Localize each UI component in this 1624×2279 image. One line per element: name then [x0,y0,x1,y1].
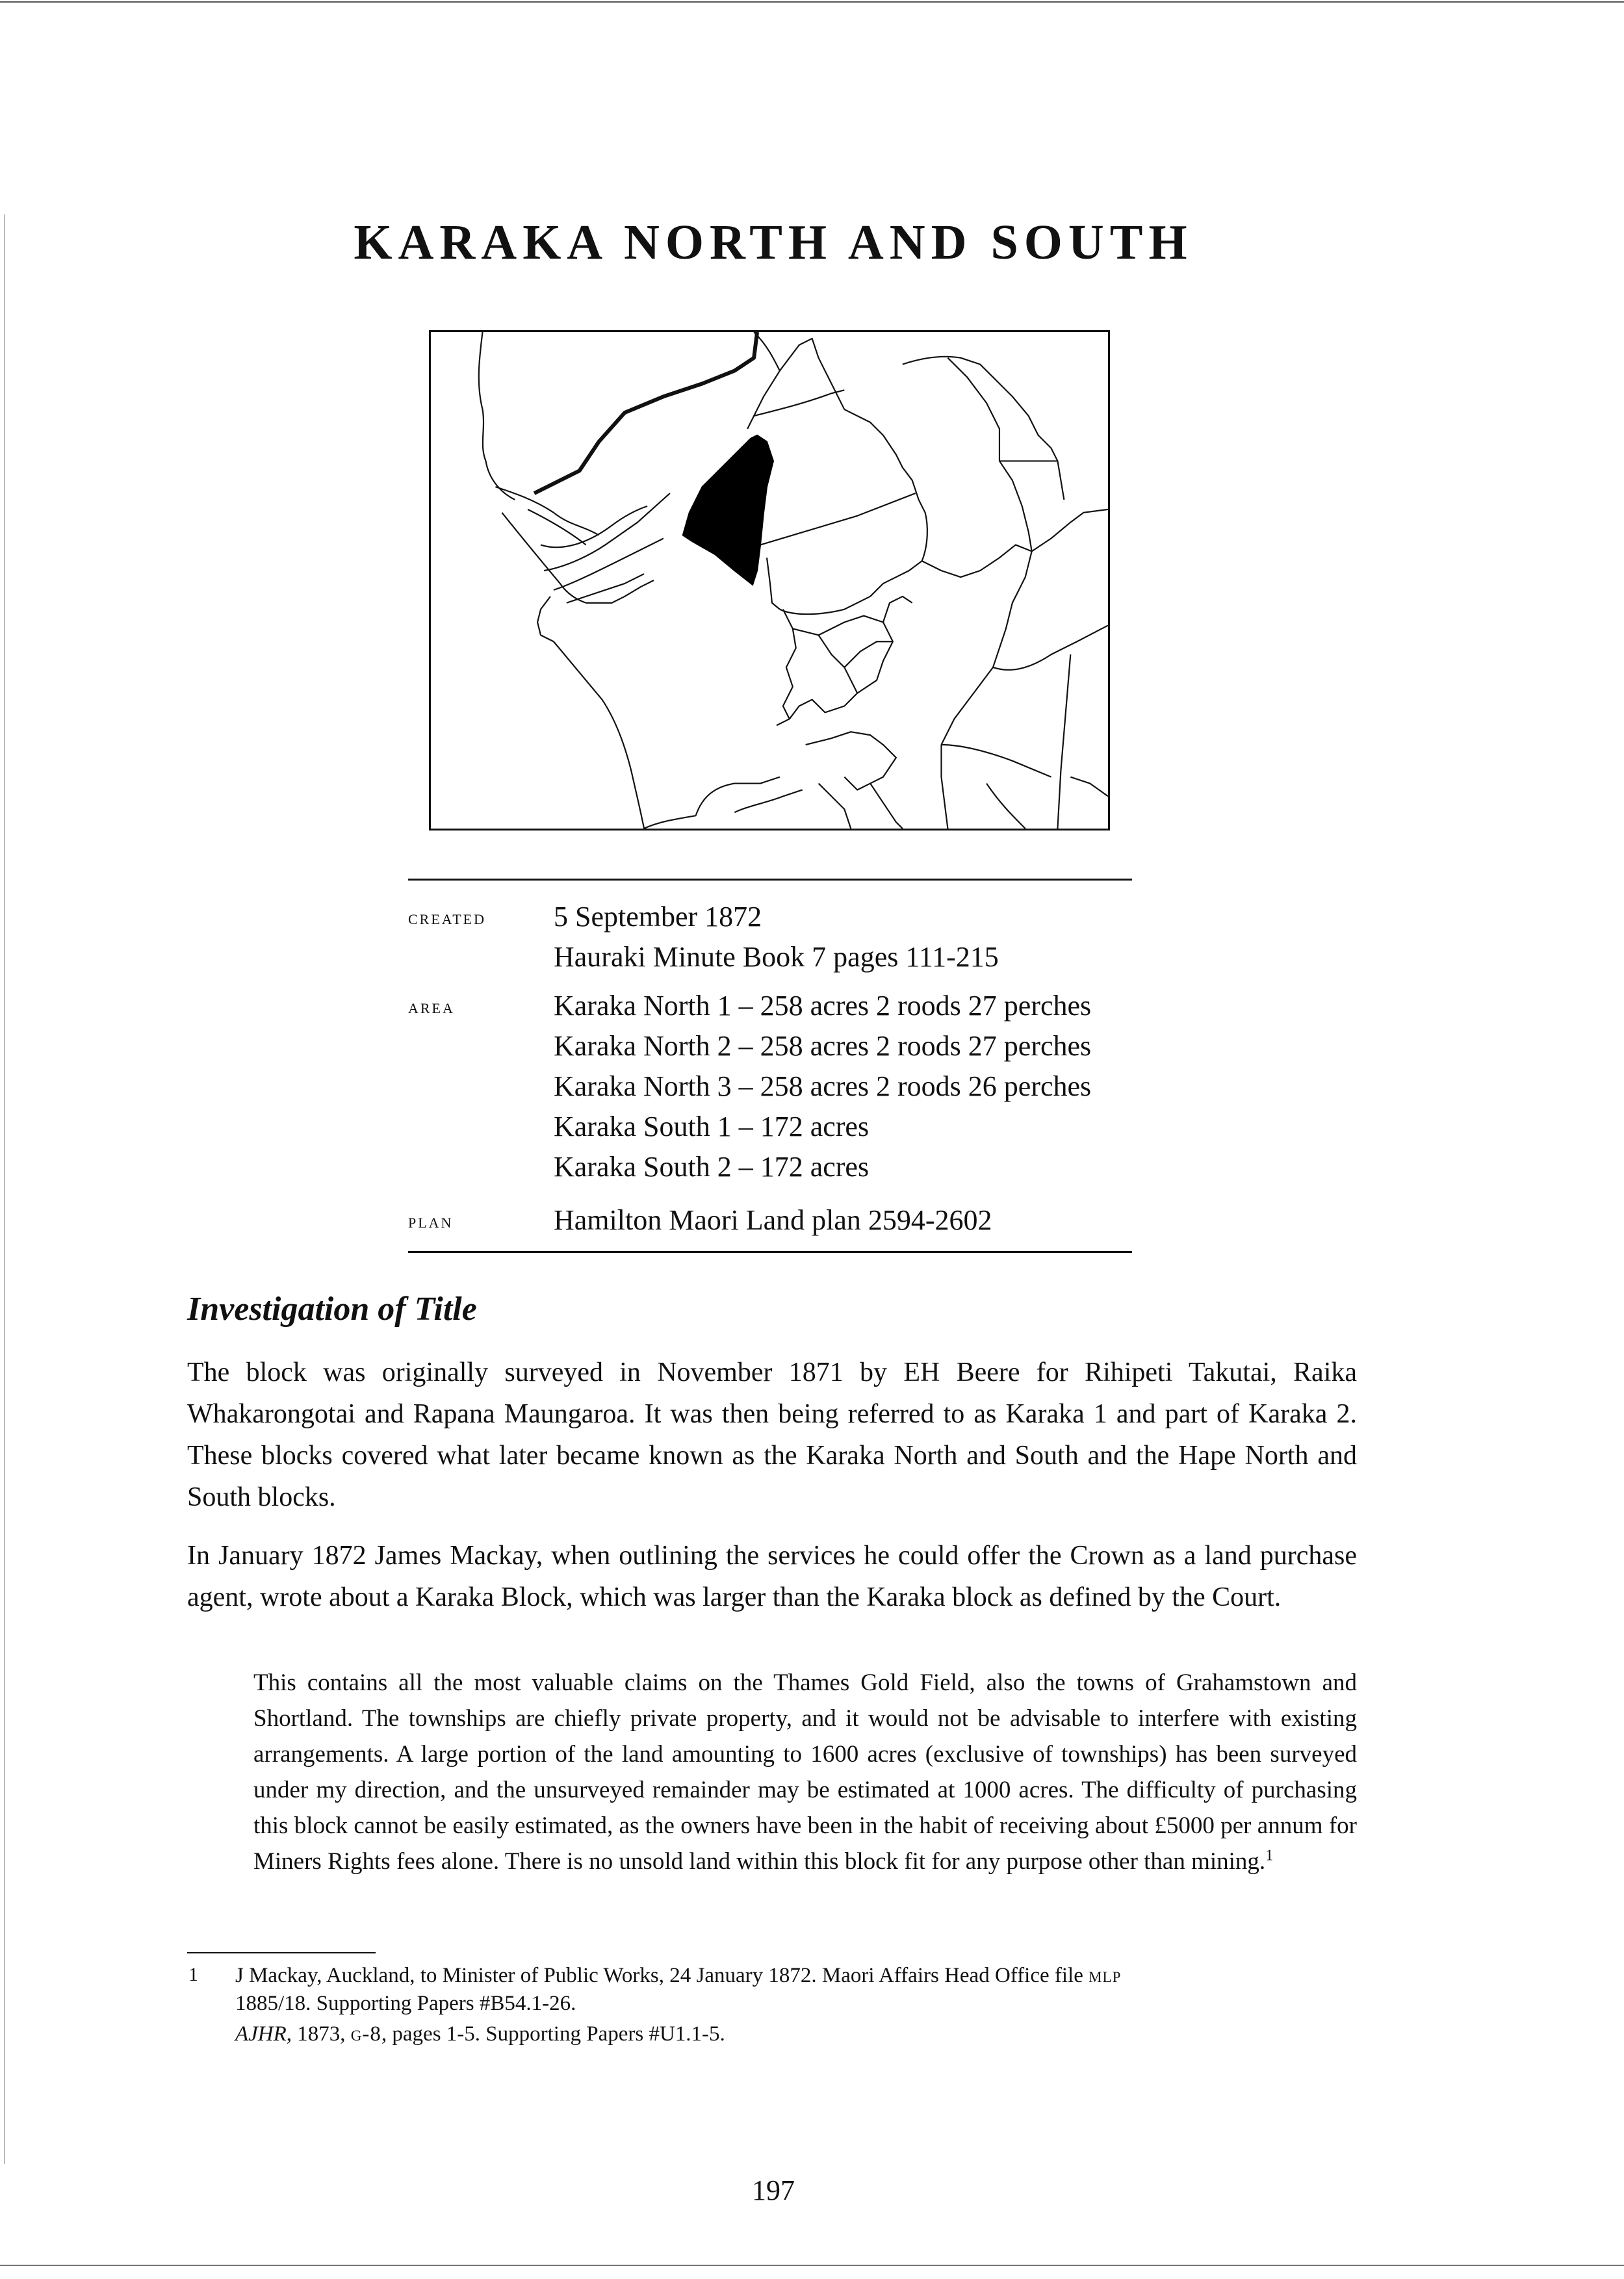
map-boundary [644,816,696,829]
map-boundary [993,551,1032,667]
footnote-number: 1 [188,1964,198,1985]
map-boundary [780,597,870,614]
page-number: 197 [752,2174,795,2206]
map-boundary [941,745,1051,777]
quote-text: This contains all the most valuable claims on the Thames Gold Field, also the towns of Grahamstown and Shortland. The townships are chiefly private property, and it would not be advisable to interfere with existing arrangements. A large portion of the land amounting to 1600 acres (exclusive of townships) has been surveyed under my direction, and the unsurveyed remainder may be estimated at 1000 acres. The difficulty of purchasing this block cannot be easily estimated, as the owners have been in the habit of receiving about £5000 per annum for Miners Rights fees alone. There is no unsold land within this block fit for any purpose other than mining. [253,1669,1357,1875]
footnote-line: J Mackay, Auckland, to Minister of Public Works, 24 January 1872. Maori Affairs Head Office file mlp [235,1964,1122,1987]
footnote-line: 1885/18. Supporting Papers #B54.1-26. [235,1992,576,2015]
map-boundary [941,745,947,829]
metadata-bottom-rule [408,1251,1132,1253]
map-boundary [819,616,893,693]
area-line: Karaka North 1 – 258 acres 2 roods 27 perches [554,990,1092,1022]
created-source: Hauraki Minute Book 7 pages 111-215 [554,941,999,973]
map-boundary [903,357,1058,461]
map-svg [431,332,1108,829]
map-boundary [919,500,927,561]
bottom-edge-rule [0,2265,1624,2266]
map-boundary [754,390,844,416]
map-boundary [537,597,554,641]
map-boundary [999,461,1032,551]
map-boundary [777,610,796,726]
map-boundary [883,597,912,623]
map-boundary [696,777,780,816]
page-title: KARAKA NORTH AND SOUTH [354,215,1193,270]
footnote-ref[interactable]: 1 [1265,1847,1274,1864]
area-label: area [408,994,455,1018]
map-boundary [1057,461,1064,500]
footnote-line: AJHR, 1873, g-8, pages 1-5. Supporting Papers #U1.1-5. [235,2022,725,2046]
map-boundary [922,545,1032,577]
karaka-block-highlight [683,435,773,585]
map-boundary [819,784,851,829]
created-date: 5 September 1872 [554,901,762,933]
map-boundary [986,784,1025,829]
map-boundary [790,628,857,719]
map-boundary [554,641,644,829]
map-boundary [844,409,918,500]
area-line: Karaka South 2 – 172 acres [554,1151,870,1183]
map-boundary [586,580,654,603]
map-boundary [767,558,780,609]
map-boundary [947,358,999,461]
map-boundary [567,574,644,603]
map-boundary [734,790,802,812]
footnote-rule [187,1952,376,1953]
metadata-top-rule [408,879,1132,881]
map-boundary [754,332,844,409]
map-boundary [479,332,515,500]
plan-value: Hamilton Maori Land plan 2594-2602 [554,1204,992,1236]
map-boundary [870,784,903,829]
map-boundary [495,487,599,535]
block-location-map [429,330,1110,830]
map-boundary [502,513,586,603]
map-boundary [760,493,916,545]
section-heading: Investigation of Title [187,1291,477,1328]
map-boundary [870,561,922,597]
body-paragraph: In January 1872 James Mackay, when outlining the services he could offer the Crown as a land purchase agent, wrote about a Karaka Block, which was larger than the Karaka block as defined by the Court. [187,1541,1357,1612]
map-boundary [544,493,670,571]
plan-label: plan [408,1209,454,1232]
body-paragraph: The block was originally surveyed in November 1871 by EH Beere for Rihipeti Takutai, Raika Whakarongotai and Rapana Maungaroa. It was then being referred to as Karaka 1 and part of Karaka 2. These blocks covered what later became known as the Karaka North and South and the Hape North and South blocks. [187,1358,1357,1512]
map-boundary [747,371,780,429]
map-boundary [1070,777,1108,797]
map-boundary [806,732,896,783]
map-boundary [844,777,870,790]
top-edge-rule [0,1,1624,3]
created-label: created [408,905,486,929]
map-boundary [1057,654,1070,829]
area-line: Karaka South 1 – 172 acres [554,1111,870,1142]
map-boundary [844,641,893,667]
map-boundary [941,667,993,745]
map-boundary [1032,509,1108,551]
area-line: Karaka North 2 – 258 acres 2 roods 27 perches [554,1030,1092,1062]
block-quote [253,1665,1357,1879]
area-line: Karaka North 3 – 258 acres 2 roods 26 perches [554,1070,1092,1102]
map-boundary [993,625,1108,669]
scan-edge-line [4,214,5,2164]
